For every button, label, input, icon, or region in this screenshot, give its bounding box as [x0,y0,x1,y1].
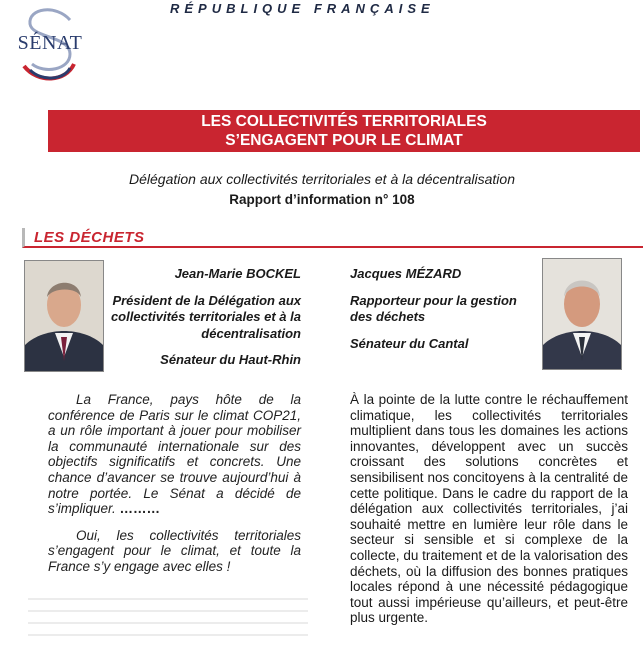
section-title: LES DÉCHETS [34,229,145,246]
left-column-text [48,392,301,586]
author-role: Rapporteur pour la gestion des déchets [350,292,517,324]
portrait-person-icon [543,259,621,369]
author-left [108,266,301,369]
author-right [350,266,540,352]
portrait-left [24,260,104,372]
author-name: Jean-Marie BOCKEL [174,266,301,281]
title-line-1: LES COLLECTIVITÉS TERRITORIALES [201,113,487,130]
delegation-subtitle: Délégation aux collectivités territoriales et à la décentralisation [129,171,515,187]
right-paragraph-1: À la pointe de la lutte contre le réchauffement climatique, les collectivités territoriales multiplient dans tous les domaines les actions innovantes, développent avec un succès croissant des solutions concrètes et sensibilisent nos concitoyens à la centralité de cette politique. Dans le cadre du rapport de la délégation aux collectivités territoriales, j’ai souhaité mettre en lumière leur rôle dans le secteur si sensible et si complexe de la collecte, du traitement et de la valorisation des déchets, où la diffusion des bonnes pratiques locales répond à une nécessité pédagogique tout aussi impérieuse qu’ailleurs, et peut-être plus urgente. [350,392,628,626]
author-role: Président de la Délégation aux collectivités territoriales et à la décentralisation [110,292,301,341]
title-banner [48,110,640,152]
author-seat: Sénateur du Haut-Rhin [160,352,301,367]
senat-logo [8,4,92,88]
title-line-2: S’ENGAGENT POUR LE CLIMAT [225,132,463,149]
left-paragraph-1-text: La France, pays hôte de la conférence de Paris sur le climat COP21, a un rôle important à jouer pour mobiliser la communauté internationale sur des objectifs significatifs et concrets. Une chance d’avancer se trouve aujourd’hui à notre portée. Le Sénat a décidé de s’impliquer. [48,392,301,517]
author-name: Jacques MÉZARD [350,266,462,281]
ellipsis-dots: ……… [119,501,161,517]
portrait-person-icon [25,261,103,371]
left-paragraph-2: Oui, les collectivités territoriales s’engagent pour le climat, et toute la France s’y engage avec elles ! [48,527,301,574]
left-paragraph-1 [48,392,301,517]
right-column-text [350,392,628,626]
country-heading: RÉPUBLIQUE FRANÇAISE [170,1,435,16]
author-seat: Sénateur du Cantal [350,335,469,351]
logo-wordmark: SÉNAT [17,32,83,54]
faded-text-area [28,588,308,667]
portrait-right [542,258,622,370]
report-number: Rapport d’information n° 108 [229,192,415,207]
